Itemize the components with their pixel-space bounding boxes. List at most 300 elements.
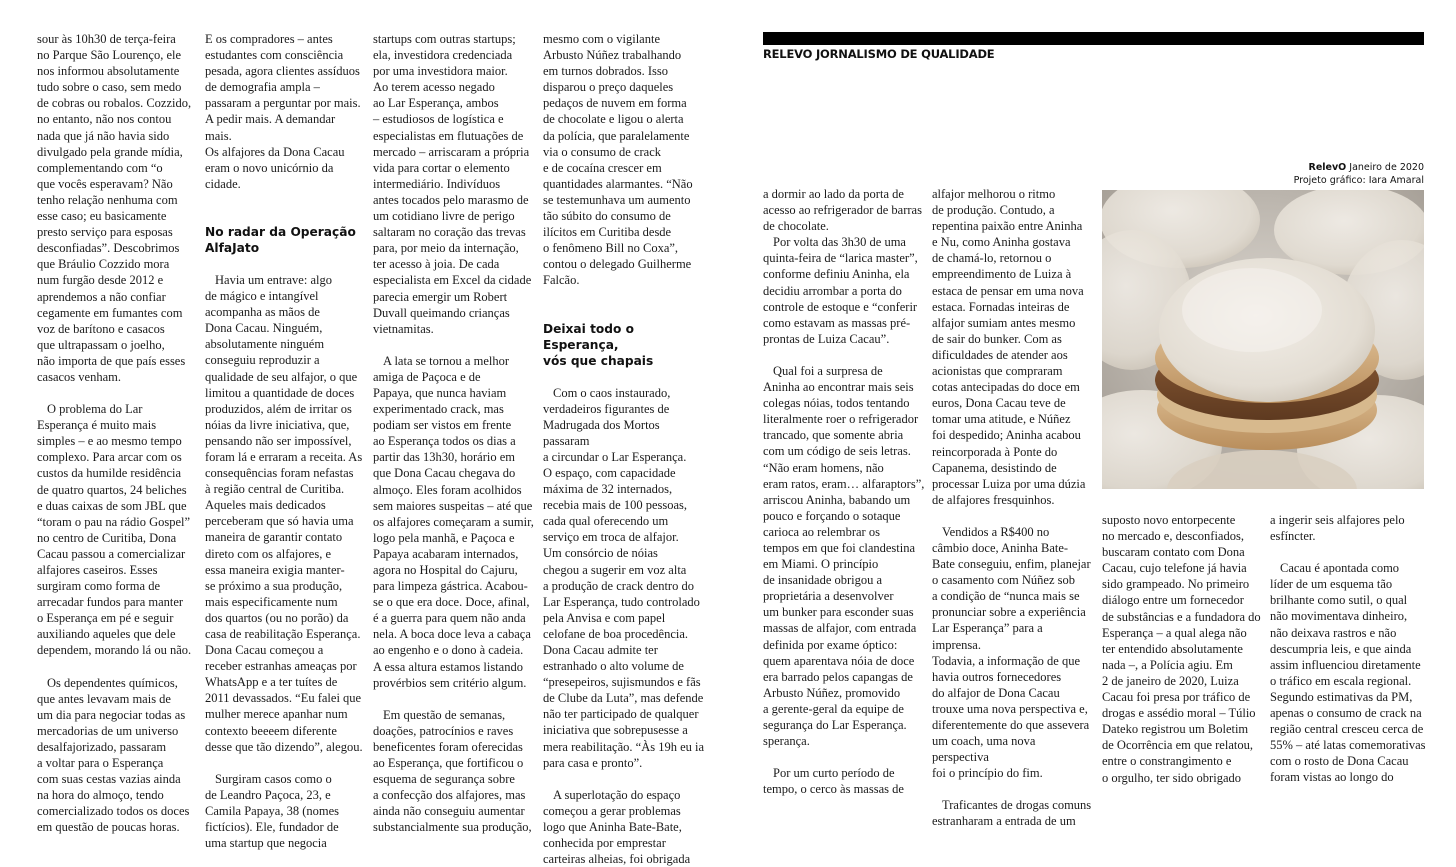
text-line: logo pela manhã, e Paçoca e xyxy=(373,530,515,545)
text-line: foi o princípio do fim. xyxy=(932,766,1043,781)
text-line: tomar uma atitude, e Núñez xyxy=(932,412,1071,427)
text-line: Aqueles mais dedicados xyxy=(205,498,326,513)
text-line: de alfajores fresquinhos. xyxy=(932,492,1055,507)
credit-design: Projeto gráfico: Iara Amaral xyxy=(1293,174,1424,186)
text-line: trouxe uma nova perspectiva e, xyxy=(932,701,1088,716)
text-line: estaca de pensar em uma nova xyxy=(932,283,1084,298)
section-heading: AlfaJato xyxy=(205,240,260,255)
text-line: partir das 13h30, horário em xyxy=(373,450,515,465)
text-line: “presepeiros, sujismundos e fãs xyxy=(543,675,701,690)
text-line: Falcão. xyxy=(543,273,580,288)
text-line: 55% – até latas comemorativas xyxy=(1270,738,1426,753)
text-line: experimentado crack, mas xyxy=(373,402,504,417)
text-line: voz de barítono e casacos xyxy=(37,321,165,336)
text-line: Surgiram casos como o xyxy=(215,771,332,786)
text-line: que ultrapassam o joelho, xyxy=(37,337,165,352)
text-line: massas de alfajor, com entrada xyxy=(763,621,917,636)
text-line: presto serviço para esposas xyxy=(37,225,173,240)
column-6 xyxy=(932,186,1094,830)
text-line: doações, patrocínios e raves xyxy=(373,723,514,738)
text-line: conforme definiu Aninha, ela xyxy=(763,267,910,282)
text-line: que Bráulio Cozzido mora xyxy=(37,257,170,272)
text-line: eram o novo unicórnio da xyxy=(205,160,334,175)
text-line: Lar Esperança” para a imprensa. xyxy=(932,621,1043,652)
text-line: reincorporada à Ponte do xyxy=(932,444,1058,459)
text-line: de produção. Contudo, a xyxy=(932,203,1055,218)
text-line: esfíncter. xyxy=(1270,529,1316,544)
text-line: quinta-feira de “larica master”, xyxy=(763,251,918,266)
text-line: tenho relação nenhuma com xyxy=(37,192,178,207)
text-line: que antes levavam mais de xyxy=(37,691,171,706)
text-line: eram ratos, eram… alfaraptors”, xyxy=(763,476,925,491)
text-line: num furgão desde 2012 e xyxy=(37,273,164,288)
text-line: serviço em troca de alfajor. xyxy=(543,530,679,545)
text-line: substancialmente sua produção, xyxy=(373,820,532,835)
text-line: sperança. xyxy=(763,734,810,749)
column-3 xyxy=(373,31,535,836)
text-line: de cobras ou robalos. Cozzido, xyxy=(37,96,192,111)
text-line: estaca. Fornadas inteiras de xyxy=(932,299,1070,314)
text-line: amiga de Paçoca e de xyxy=(373,369,481,384)
text-line: começou a gerar problemas xyxy=(543,803,681,818)
text-line: beneficentes foram oferecidas xyxy=(373,739,523,754)
text-line: no mercado e, desconfiados, xyxy=(1102,529,1244,544)
text-line: A pedir mais. A demandar mais. xyxy=(205,112,336,143)
text-line: casa de reabilitação Esperança. xyxy=(205,627,361,641)
alfajores-photo xyxy=(1102,190,1424,489)
text-line: ao engenho e o dono à cadeia. xyxy=(373,643,524,658)
text-line: parecia emergir um Robert xyxy=(373,289,508,304)
text-line: mercadorias de um universo xyxy=(37,723,179,738)
magazine-brand: RELEVO JORNALISMO DE QUALIDADE xyxy=(763,47,995,61)
text-line: Camila Papaya, 38 (nomes xyxy=(205,803,339,818)
text-line: Esperança – a qual alega não xyxy=(1102,625,1247,640)
text-line: do alfajor de Dona Cacau xyxy=(932,685,1060,700)
text-line: cidade. xyxy=(205,176,241,191)
text-line: Por um curto período de xyxy=(773,766,895,781)
text-line: foram vistas ao longo do xyxy=(1270,770,1394,785)
text-line: de mágico e intangível xyxy=(205,289,319,304)
text-line: ter entendido absolutamente xyxy=(1102,641,1243,656)
text-line: Esperança é muito mais xyxy=(37,418,157,433)
text-line: no Parque São Lourenço, ele xyxy=(37,48,182,63)
text-line: o orgulho, ter sido obrigado xyxy=(1102,770,1241,785)
text-line: A essa altura estamos listando xyxy=(373,659,523,674)
text-line: não movimentava dinheiro, xyxy=(1270,609,1408,624)
text-line: de quatro quartos, 24 beliches xyxy=(37,482,187,497)
text-line: para casa e pronto”. xyxy=(543,755,643,770)
text-line: intermediário. Indivíduos xyxy=(373,176,501,191)
text-line: a dormir ao lado da porta de xyxy=(763,187,904,201)
text-line: sido grampeado. No primeiro xyxy=(1102,577,1250,592)
text-line: disparou o preço daqueles xyxy=(543,80,674,95)
text-line: – estudiosos de logística e xyxy=(373,112,504,127)
text-line: antes tocados pelo marasmo de xyxy=(373,192,529,207)
text-line: com suas cestas vazias ainda xyxy=(37,772,181,787)
text-line: cegamente em fumantes com xyxy=(37,305,183,320)
text-line: arriscou Aninha, babando um xyxy=(763,492,911,507)
text-line: euros, Dona Cacau teve de xyxy=(932,396,1066,411)
text-line: região central cresceu cerca de xyxy=(1270,722,1424,737)
text-line: desconfiadas”. Descobrimos xyxy=(37,241,180,256)
text-line: pensando não ser impossível, xyxy=(205,433,352,448)
text-line: auxiliando aqueles que dele xyxy=(37,627,176,642)
text-line: com o rosto de Dona Cacau xyxy=(1270,754,1409,769)
text-line: Dona Cacau admite ter xyxy=(543,643,658,657)
text-line: segurança do Lar Esperança. xyxy=(763,718,907,732)
text-line: câmbio doce, Aninha Bate- xyxy=(932,540,1069,555)
text-line: é a guerra para quem não anda xyxy=(373,611,526,626)
text-line: nada que já não havia sido xyxy=(37,128,170,143)
text-line: simples – e ao mesmo tempo xyxy=(37,434,182,449)
text-line: almoço. Eles foram acolhidos xyxy=(373,482,522,497)
text-line: foram lá e erraram a receita. As xyxy=(205,449,363,464)
text-line: apenas o consumo de crack na xyxy=(1270,706,1422,721)
text-line: drogas e assédio moral – Túlio xyxy=(1102,706,1256,721)
text-line: buscaram contato com Dona xyxy=(1102,545,1245,560)
text-line: processar Luiza por uma dúzia xyxy=(932,476,1086,491)
text-line: casacos venham. xyxy=(37,369,121,384)
text-line: a circundar o Lar Esperança. xyxy=(543,449,687,464)
text-line: à região central de Curitiba. xyxy=(205,482,345,497)
text-line: no entanto, não nos contou xyxy=(37,112,172,127)
text-line: contou o delegado Guilherme xyxy=(543,257,692,272)
text-line: ainda não conseguiu aumentar xyxy=(373,804,525,819)
text-line: o tráfico em escala regional. xyxy=(1270,673,1412,688)
text-line: alfajor melhorou o ritmo xyxy=(932,187,1056,201)
text-line: um cotidiano livre de perigo xyxy=(373,209,515,224)
text-line: Bate conseguiu, enfim, planejar xyxy=(932,557,1091,572)
text-line: tudo sobre o caso, sem medo xyxy=(37,80,182,95)
text-line: Por volta das 3h30 de uma xyxy=(773,235,906,250)
text-line: Qual foi a surpresa de xyxy=(773,363,883,378)
text-line: diferentemente do que assevera xyxy=(932,718,1090,732)
text-line: Lar Esperança, tudo controlado xyxy=(543,594,700,609)
text-line: a ingerir seis alfajores pelo xyxy=(1270,513,1405,527)
text-line: diálogo entre um fornecedor xyxy=(1102,593,1244,608)
text-line: especialistas em flutuações de xyxy=(373,128,524,143)
credit-block xyxy=(1294,162,1424,187)
text-line: havia outros fornecedores xyxy=(932,669,1062,684)
text-line: logo que Aninha Bate-Bate, xyxy=(543,819,682,834)
text-line: Dona Cacau. Ninguém, xyxy=(205,321,323,336)
column-7 xyxy=(1102,512,1264,786)
text-line: Em questão de semanas, xyxy=(383,707,506,722)
text-line: Segundo estimativas da PM, xyxy=(1270,689,1413,704)
text-line: um bunker para esconder suas xyxy=(763,605,914,620)
text-line: maneira de garantir contato xyxy=(205,530,343,545)
section-heading: vós que chapais xyxy=(543,353,654,368)
text-line: Traficantes de drogas comuns xyxy=(942,798,1092,813)
text-line: na hora do almoço, tendo xyxy=(37,788,164,803)
column-8 xyxy=(1270,512,1426,786)
text-line: passaram a perguntar por mais. xyxy=(205,96,361,111)
text-line: os alfajores começaram a sumir, xyxy=(373,514,534,529)
text-line: cada qual oferecendo um xyxy=(543,514,669,529)
text-line: comercializado todos os doces xyxy=(37,804,190,819)
text-line: não ter participado de qualquer xyxy=(543,707,699,722)
text-line: a produção de crack dentro do xyxy=(543,578,694,593)
text-line: Os dependentes químicos, xyxy=(47,675,178,690)
text-line: divulgado pela grande mídia, xyxy=(37,144,183,159)
text-line: acionistas que compraram xyxy=(932,364,1063,379)
text-line: o Esperança em pé e seguir xyxy=(37,611,174,626)
text-line: e de cocaína crescer em xyxy=(543,160,662,175)
text-line: em Miami. O princípio xyxy=(763,557,879,572)
text-line: trancado, que somente abria xyxy=(763,428,904,443)
text-line: controle de estoque e “conferir xyxy=(763,299,918,314)
text-line: de Leandro Paçoca, 23, e xyxy=(205,787,331,802)
text-line: ter acesso à joia. De cada xyxy=(373,257,500,272)
text-line: de insanidade obrigou a xyxy=(763,573,883,588)
text-line: foi despedido; Aninha acabou xyxy=(932,428,1081,443)
text-line: desalfajorizado, passaram xyxy=(37,739,167,754)
text-line: entre o constrangimento e xyxy=(1102,754,1232,769)
text-line: aprendemos a não confiar xyxy=(37,289,166,304)
text-line: de chocolate e ligou o alerta xyxy=(543,112,684,127)
text-line: vietnamitas. xyxy=(373,321,434,336)
text-line: direto com os alfajores, e xyxy=(205,546,331,561)
text-line: proprietária a desenvolver xyxy=(763,589,894,604)
text-line: de demografia ampla – xyxy=(205,80,320,95)
text-line: não deixava rastros e não xyxy=(1270,625,1397,640)
text-line: Os alfajores da Dona Cacau xyxy=(205,144,345,159)
text-line: Capanema, desistindo de xyxy=(932,460,1057,475)
text-line: se próximo a sua produção, xyxy=(205,578,343,593)
text-line: custos da humilde residência xyxy=(37,466,182,481)
text-line: um dia para negociar todas as xyxy=(37,707,186,722)
text-line: celofane de boa procedência. xyxy=(543,626,689,641)
text-line: produzidos, além de irritar os xyxy=(205,401,352,416)
text-line: de Clube da Luta”, mas defende xyxy=(543,691,704,706)
text-line: Todavia, a informação de que xyxy=(932,653,1081,668)
text-line: Aninha ao encontrar mais seis xyxy=(763,380,914,395)
text-line: E os compradores – antes xyxy=(205,32,333,46)
column-2 xyxy=(205,31,365,851)
text-line: a condição de “nunca mais se xyxy=(932,589,1080,604)
text-line: de substâncias e a fundadora do xyxy=(1102,609,1261,624)
text-line: e duas caixas de som JBL que xyxy=(37,498,187,513)
text-line: para, por meio da internação, xyxy=(373,241,519,256)
text-line: O espaço, com capacidade xyxy=(543,465,676,480)
text-line: dificuldades de atender aos xyxy=(932,347,1068,362)
text-line: estranhado o alto volume de xyxy=(543,659,684,674)
text-line: receber estranhas ameaças por xyxy=(205,659,357,674)
text-line: essa maneira exigia manter- xyxy=(205,562,345,577)
text-line: dos quartos (ou no porão) da xyxy=(205,610,349,625)
text-line: ao Esperança todos os dias a xyxy=(373,434,516,449)
text-line: podiam ser vistos em frente xyxy=(373,418,512,433)
text-line: chegou a sugerir em voz alta xyxy=(543,562,687,577)
text-line: carioca ao relembrar os xyxy=(763,524,880,539)
text-line: o casamento com Núñez sob xyxy=(932,573,1076,588)
text-line: que Dona Cacau chegava do xyxy=(373,466,516,481)
text-line: A superlotação do espaço xyxy=(553,787,681,802)
text-line: mercado – arriscaram a própria xyxy=(373,144,530,159)
text-line: “toram o pau na rádio Gospel” xyxy=(37,514,191,529)
text-line: por uma investidora maior. xyxy=(373,64,508,79)
text-line: de chamá-lo, retornou o xyxy=(932,251,1052,266)
text-line: repentina paixão entre Aninha xyxy=(932,219,1083,234)
text-line: tão súbito do consumo de xyxy=(543,209,671,224)
text-line: era barrado pelos capangas de xyxy=(763,669,913,684)
text-line: Papaya, que nunca haviam xyxy=(373,385,507,400)
text-line: perceberam que só havia uma xyxy=(205,514,354,529)
text-line: Duvall queimando crianças xyxy=(373,305,510,320)
text-line: pela Anvisa e com papel xyxy=(543,610,666,625)
text-line: a gerente-geral da equipe de xyxy=(763,701,904,716)
text-line: nóias da livre iniciativa, que, xyxy=(205,417,350,432)
text-line: colegas nóias, todos tentando xyxy=(763,396,910,411)
text-line: fictícios). Ele, fundador de xyxy=(205,820,339,835)
credit-date: Janeiro de 2020 xyxy=(1349,162,1424,173)
text-line: surgiram como forma de xyxy=(37,579,160,594)
text-line: via o consumo de crack xyxy=(543,144,662,159)
header-black-bar xyxy=(763,32,1424,45)
text-line: prontas de Luiza Cacau”. xyxy=(763,331,890,346)
text-line: Papaya acabaram internados, xyxy=(373,546,519,561)
text-line: se o que era doce. Doce, afinal, xyxy=(373,595,530,610)
section-heading: No radar da Operação xyxy=(205,224,356,239)
text-line: conseguiu reproduzir a xyxy=(205,353,320,368)
text-line: WhatsApp e a ter tuítes de xyxy=(205,675,338,690)
text-line: assim influenciou diretamente xyxy=(1270,657,1421,672)
text-line: consequências foram nefastas xyxy=(205,466,354,481)
text-line: tempos em que foi clandestina xyxy=(763,540,916,555)
text-line: startups com outras startups; xyxy=(373,32,516,46)
text-line: que vocês esperavam? Não xyxy=(37,176,173,191)
text-line: Havia um entrave: algo xyxy=(215,272,332,287)
text-line: empreendimento de Luiza à xyxy=(932,267,1072,282)
text-line: limitou a quantidade de doces xyxy=(205,385,355,400)
text-line: acesso ao refrigerador de barras xyxy=(763,203,922,218)
text-line: brilhante como sutil, o qual xyxy=(1270,593,1408,608)
text-line: pedaços de nuvem em forma xyxy=(543,96,687,111)
text-line: contexto beeeem diferente xyxy=(205,723,337,738)
text-line: conhecida por emprestar xyxy=(543,836,666,851)
text-line: ao Lar Esperança, ambos xyxy=(373,96,499,111)
text-line: desse que tão dizendo”, alegou. xyxy=(205,739,363,754)
text-line: para limpeza gástrica. Acabou- xyxy=(373,579,528,594)
text-line: tempo, o cerco às massas de xyxy=(763,782,904,797)
text-line: Madrugada dos Mortos passaram xyxy=(543,417,660,448)
text-line: estranharam a entrada de um xyxy=(932,814,1076,829)
text-line: iniciativa que sobrepusesse a xyxy=(543,723,688,738)
text-line: Um consórcio de nóias xyxy=(543,546,658,561)
text-line: definida por exame óptico: xyxy=(763,637,898,652)
text-line: um coach, uma nova perspectiva xyxy=(932,734,1036,765)
text-line: e Nu, como Aninha gostava xyxy=(932,235,1071,250)
text-line: pesada, agora clientes assíduos xyxy=(205,64,360,79)
text-line: Com o caos instaurado, xyxy=(553,385,671,400)
text-line: mera reabilitação. “Às 19h eu ia xyxy=(543,739,705,754)
text-line: mesmo com o vigilante xyxy=(543,32,660,46)
text-line: mulher merece apanhar num xyxy=(205,707,348,722)
text-line: ao Esperança, que fortificou o xyxy=(373,756,524,771)
text-line: pouco e forçando o sotaque xyxy=(763,508,901,523)
text-line: Ao terem acesso negado xyxy=(373,80,495,95)
text-line: nos informou absolutamente xyxy=(37,64,180,79)
text-line: provérbios sem critério algum. xyxy=(373,675,527,690)
text-line: de chocolate. xyxy=(763,219,829,234)
text-line: de Ocorrência em que relatou, xyxy=(1102,738,1253,753)
text-line: carteiras alheias, foi obrigada xyxy=(543,852,691,867)
text-line: Arbusto Núñez trabalhando xyxy=(543,48,682,63)
text-line: esse caso; eu basicamente xyxy=(37,209,167,224)
text-line: complexo. Para arcar com os xyxy=(37,450,182,465)
column-5 xyxy=(763,186,925,797)
text-line: Dona Cacau começou a xyxy=(205,643,324,658)
text-line: literalmente roer o refrigerador xyxy=(763,412,919,427)
credit-brand: RelevO xyxy=(1308,162,1347,173)
text-line: da polícia, que paralelamente xyxy=(543,128,690,143)
text-line: o fenômeno Bill no Coxa”, xyxy=(543,241,679,256)
text-line: qualidade de seu alfajor, o que xyxy=(205,369,358,384)
text-line: Arbusto Núñez, promovido xyxy=(763,685,901,700)
text-line: recebia mais de 100 pessoas, xyxy=(543,498,688,513)
text-line: sour às 10h30 de terça-feira xyxy=(37,32,176,46)
text-line: alfajor sumiam antes mesmo xyxy=(932,315,1076,330)
text-line: se testemunhava um aumento xyxy=(543,192,691,207)
text-line: esquema de segurança sobre xyxy=(373,772,515,787)
text-line: complementando com “o xyxy=(37,160,163,175)
text-line: a voltar para o Esperança xyxy=(37,756,164,771)
text-line: “Não eram homens, não xyxy=(763,460,884,475)
text-line: quem aparentava nóia de doce xyxy=(763,653,915,668)
text-line: no centro de Curitiba, Dona xyxy=(37,530,177,545)
text-line: agora no Hospital do Cajuru, xyxy=(373,563,518,577)
text-line: Vendidos a R$400 no xyxy=(942,524,1050,539)
text-line: Cacau é apontada como xyxy=(1280,561,1400,576)
text-line: sem maiores suspeitas – até que xyxy=(373,498,533,513)
text-line: descumpria leis, e que ainda xyxy=(1270,641,1412,656)
text-line: ela, investidora credenciada xyxy=(373,48,513,63)
text-line: vida para cortar o elemento xyxy=(373,160,510,175)
alfajores-illustration xyxy=(1102,190,1424,489)
text-line: A lata se tornou a melhor xyxy=(383,353,510,368)
text-line: Cacau, cujo telefone já havia xyxy=(1102,561,1247,576)
column-1 xyxy=(37,31,197,836)
text-line: como estavam as massas pré- xyxy=(763,315,911,330)
text-line: absolutamente ninguém xyxy=(205,337,325,352)
text-line: em turnos dobrados. Isso xyxy=(543,64,668,79)
text-line: Cacau passou a comercializar xyxy=(37,546,186,561)
text-line: especialista em Excel da cidade xyxy=(373,273,532,288)
text-line: O problema do Lar xyxy=(47,402,143,417)
text-line: máxima de 32 internados, xyxy=(543,482,673,497)
text-line: ilícitos em Curitiba desde xyxy=(543,225,672,240)
text-line: cotas antecipadas do doce em xyxy=(932,380,1080,395)
text-line: pronunciar sobre a experiência xyxy=(932,605,1086,620)
text-line: uma startup que negocia xyxy=(205,836,327,851)
text-line: acompanha as mãos de xyxy=(205,305,320,320)
text-line: de sair do bunker. Com as xyxy=(932,331,1062,346)
text-line: dependem, morando lá ou não. xyxy=(37,643,192,658)
text-line: alfajores caseiros. Esses xyxy=(37,563,158,577)
text-line: arrecadar fundos para manter xyxy=(37,595,184,610)
text-line: não importa de que país esses xyxy=(37,353,186,368)
text-line: Cacau foi presa por tráfico de xyxy=(1102,690,1251,705)
text-line: quantidades alarmantes. “Não xyxy=(543,176,693,191)
text-line: líder de um esquema tão xyxy=(1270,577,1393,592)
text-line: a confecção dos alfajores, mas xyxy=(373,788,526,803)
text-line: nada –, a Polícia agiu. Em xyxy=(1102,657,1233,672)
text-line: nela. A boca doce leva a cabaça xyxy=(373,627,531,642)
text-line: mais especificamente num xyxy=(205,594,338,609)
text-line: Dateko registrou um Boletim xyxy=(1102,722,1249,737)
section-heading: Deixai todo o Esperança, xyxy=(543,321,634,352)
text-line: decidiu arrombar a porta do xyxy=(763,283,902,298)
